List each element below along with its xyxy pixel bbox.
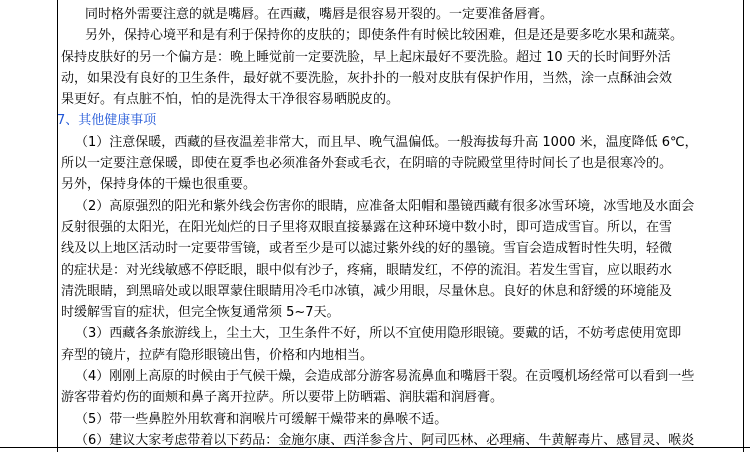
text-line: 游客带着灼伤的面颊和鼻子离开拉萨。所以要带上防晒霜、润肤霜和润唇膏。	[61, 390, 504, 406]
text-line: 弃型的镜片，拉萨有隐形眼镜出售，价格和内地相当。	[61, 347, 374, 363]
health-item-3	[61, 323, 745, 366]
text-line: 所以一定要注意保暖，即使在夏季也必须准备外套或毛衣，在阴暗的寺院殿堂里待时间长了也是很寒冷的。	[61, 156, 673, 172]
health-item-5	[61, 409, 745, 430]
section-heading: 7、其他健康事项	[57, 113, 157, 129]
text-line: （6）建议大家考虑带着以下药品：金施尔康、西洋参含片、阿司匹林、必理痛、牛黄解毒片、感冒灵、喉炎	[75, 432, 695, 448]
text-line: （5）带一些鼻腔外用软膏和润喉片可缓解干燥带来的鼻喉不适。	[75, 411, 448, 427]
table-left-border	[57, 0, 58, 452]
health-item-1	[61, 132, 745, 196]
document-body	[57, 4, 745, 451]
health-item-6	[61, 430, 745, 451]
intro-paragraphs	[61, 4, 745, 110]
health-item-4	[61, 366, 745, 409]
text-line: 果更好。有点脏不怕，怕的是洗得太干净很容易晒脱皮的。	[61, 92, 400, 108]
text-line: 保持皮肤好的另一个偏方是：晚上睡觉前一定要洗脸，早上起床最好不要洗脸。超过 10 天的长时间野外活	[61, 49, 671, 65]
text-line: （2）高原强烈的阳光和紫外线会伤害你的眼睛，应准备太阳帽和墨镜西藏有很多冰雪环境，冰雪地及水面会	[75, 198, 695, 214]
text-line: （4）刚刚上高原的时候由于气候干燥，会造成部分游客易流鼻血和嘴唇干裂。在贡嘎机场经常可以看到一些	[75, 369, 695, 385]
text-line: 同时格外需要注意的就是嘴唇。在西藏，嘴唇是很容易开裂的。一定要准备唇膏。	[85, 7, 554, 22]
health-item-2	[61, 196, 745, 324]
text-line: 反射很强的太阳光，在阳光灿烂的日子里将双眼直接暴露在这种环境中数小时，即可造成雪盲。所以，在雪	[61, 219, 673, 235]
text-line: 动，如果没有良好的卫生条件，最好就不要洗脸，灰扑扑的一般对皮肤有保护作用，当然，涂一点酥油会效	[61, 70, 673, 86]
text-line: 另外，保持心境平和是有利于保持你的皮肤的；即使条件有时候比较困难，但是还是要多吃水果和蔬菜。	[85, 28, 684, 44]
text-line: 时缓解雪盲的症状，但完全恢复通常须 5~7天。	[61, 305, 340, 321]
text-line: （1）注意保暖，西藏的昼夜温差非常大，而且早、晚气温偏低。一般海拔每升高 1000 米，温度降低 6℃，	[75, 134, 698, 150]
text-line: 线及以上地区活动时一定要带雪镜，或者至少是可以滤过紫外线的好的墨镜。雪盲会造成暂时性失明，轻微	[61, 241, 673, 257]
text-line: 清洗眼睛，到黑暗处或以眼罩蒙住眼睛用冷毛巾冰镇，减少用眼，尽量休息。良好的休息和舒缓的环境能及	[61, 283, 673, 299]
text-line: 的症状是：对光线敏感不停眨眼，眼中似有沙子，疼痛，眼睛发红，不停的流泪。若发生雪盲，应以眼药水	[61, 262, 673, 278]
text-line: （3）西藏各条旅游线上，尘土大，卫生条件不好，所以不宜使用隐形眼镜。要戴的话，不妨考虑使用宽即	[75, 326, 682, 342]
text-line: 另外，保持身体的干燥也很重要。	[61, 177, 257, 193]
